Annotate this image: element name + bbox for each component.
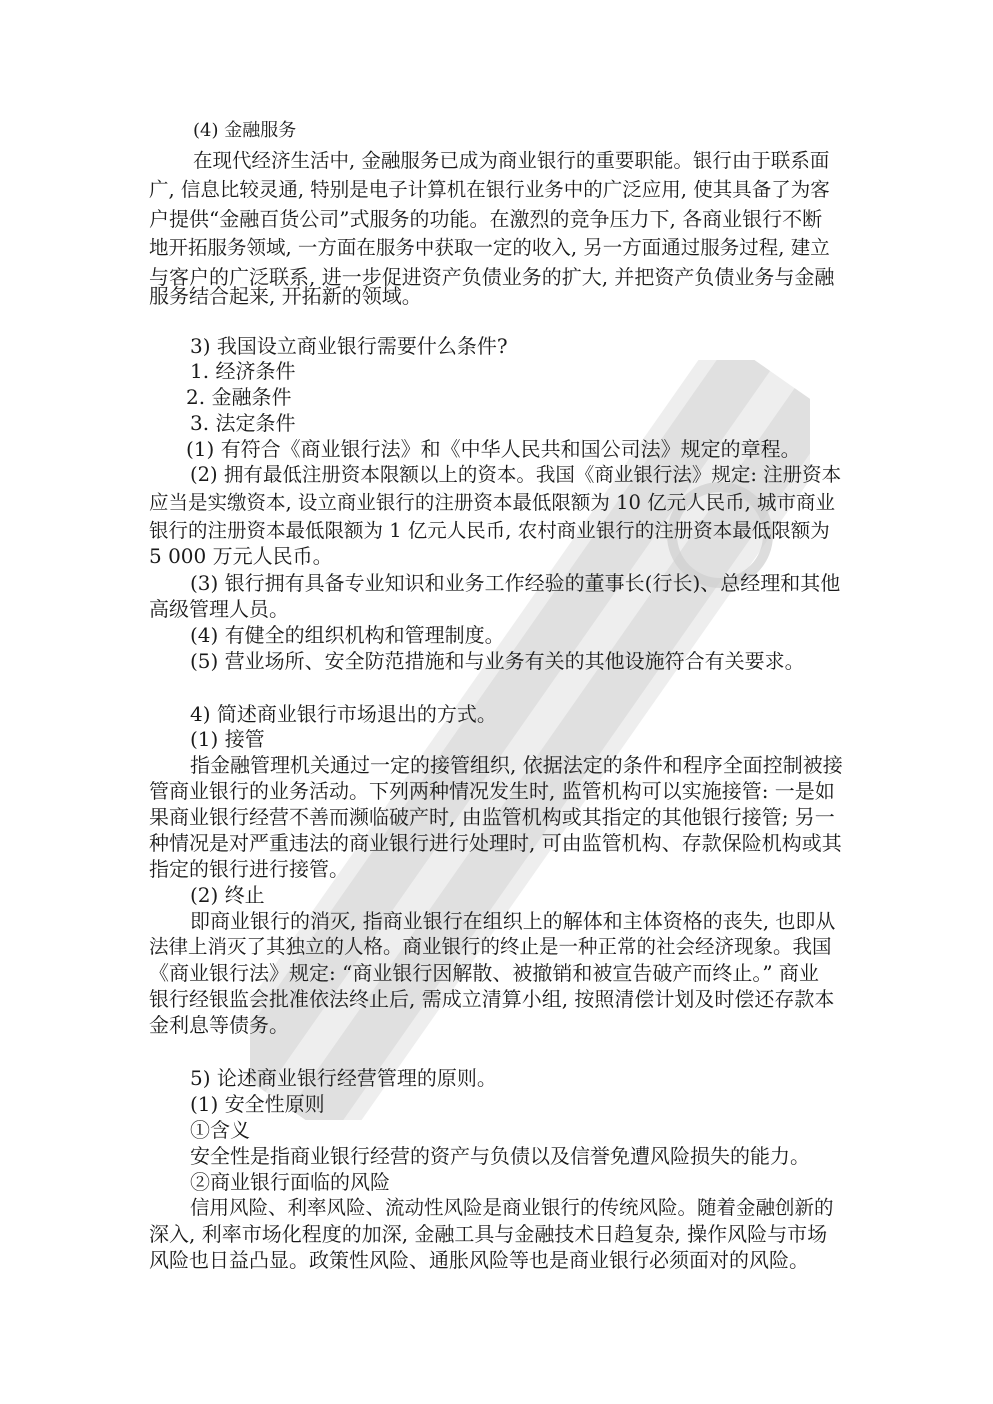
text-line: 广, 信息比较灵通, 特别是电子计算机在银行业务中的广泛应用, 使其具备了为客 bbox=[149, 178, 830, 201]
risk-heading: ②商业银行面临的风险 bbox=[190, 1170, 390, 1194]
question-4: 4) 简述商业银行市场退出的方式。 bbox=[190, 702, 497, 726]
text-line: 地开拓服务领域, 一方面在服务中获取一定的收入, 另一方面通过服务过程, 建立 bbox=[149, 236, 830, 259]
text-line: 法律上消灭了其独立的人格。商业银行的终止是一种正常的社会经济现象。我国 bbox=[149, 935, 832, 958]
text-line: 风险也日益凸显。政策性风险、通胀风险等也是商业银行必须面对的风险。 bbox=[149, 1248, 809, 1272]
condition-5: (5) 营业场所、安全防范措施和与业务有关的其他设施符合有关要求。 bbox=[190, 649, 805, 673]
condition-3: (3) 银行拥有具备专业知识和业务工作经验的董事长(行长)、总经理和其他 bbox=[190, 571, 841, 595]
question-3: 3) 我国设立商业银行需要什么条件? bbox=[190, 334, 508, 358]
financial-service-heading: (4) 金融服务 bbox=[193, 120, 297, 141]
text-line: 在现代经济生活中, 金融服务已成为商业银行的重要职能。银行由于联系面 bbox=[193, 149, 830, 172]
takeover-heading: (1) 接管 bbox=[190, 727, 265, 751]
text-line: 应当是实缴资本, 设立商业银行的注册资本最低限额为 10 亿元人民币, 城市商业 bbox=[149, 491, 836, 514]
text-line: 银行经银监会批准依法终止后, 需成立清算小组, 按照清偿计划及时偿还存款本 bbox=[149, 987, 835, 1011]
text-line: 深入, 利率市场化程度的加深, 金融工具与金融技术日趋复杂, 操作风险与市场 bbox=[149, 1222, 828, 1246]
meaning-text: 安全性是指商业银行经营的资产与负债以及信誉免遭风险损失的能力。 bbox=[190, 1144, 810, 1168]
condition-2: (2) 拥有最低注册资本限额以上的资本。我国《商业银行法》规定: 注册资本 bbox=[190, 463, 842, 486]
termination-heading: (2) 终止 bbox=[190, 883, 265, 907]
text-line: 管商业银行的业务活动。下列两种情况发生时, 监管机构可以实施接管: 一是如 bbox=[149, 779, 835, 803]
condition-4: (4) 有健全的组织机构和管理制度。 bbox=[190, 623, 505, 647]
text-line: 果商业银行经营不善而濒临破产时, 由监管机构或其指定的其他银行接管; 另一 bbox=[149, 805, 835, 829]
text-line: 高级管理人员。 bbox=[149, 597, 289, 621]
text-line: 金利息等债务。 bbox=[149, 1013, 289, 1037]
text-line: 种情况是对严重违法的商业银行进行处理时, 可由监管机构、存款保险机构或其 bbox=[149, 831, 842, 855]
text-line: 5 000 万元人民币。 bbox=[149, 544, 333, 568]
text-line: 与客户的广泛联系, 进一步促进资产负债业务的扩大, 并把资产负债业务与金融 bbox=[149, 265, 835, 289]
meaning-heading: ①含义 bbox=[190, 1118, 250, 1142]
safety-heading: (1) 安全性原则 bbox=[190, 1092, 325, 1116]
text-line: 服务结合起来, 开拓新的领域。 bbox=[149, 284, 422, 308]
text-line: 即商业银行的消灭, 指商业银行在组织上的解体和主体资格的丧失, 也即从 bbox=[190, 909, 836, 933]
question-5: 5) 论述商业银行经营管理的原则。 bbox=[190, 1066, 497, 1090]
text-line: 银行的注册资本最低限额为 1 亿元人民币, 农村商业银行的注册资本最低限额为 bbox=[149, 519, 830, 542]
text-line: 户提供“金融百货公司”式服务的功能。在激烈的竞争压力下, 各商业银行不断 bbox=[149, 207, 823, 231]
condition-1: (1) 有符合《商业银行法》和《中华人民共和国公司法》规定的章程。 bbox=[186, 437, 801, 461]
text-line: 《商业银行法》规定: “商业银行因解散、被撤销和被宣告破产而终止。” 商业 bbox=[149, 961, 819, 985]
list-item: 3. 法定条件 bbox=[190, 411, 296, 435]
list-item: 1. 经济条件 bbox=[190, 359, 296, 383]
text-line: 指金融管理机关通过一定的接管组织, 依据法定的条件和程序全面控制被接 bbox=[190, 753, 843, 777]
list-item: 2. 金融条件 bbox=[186, 385, 292, 409]
text-line: 信用风险、利率风险、流动性风险是商业银行的传统风险。随着金融创新的 bbox=[190, 1196, 834, 1219]
text-line: 指定的银行进行接管。 bbox=[149, 857, 349, 881]
